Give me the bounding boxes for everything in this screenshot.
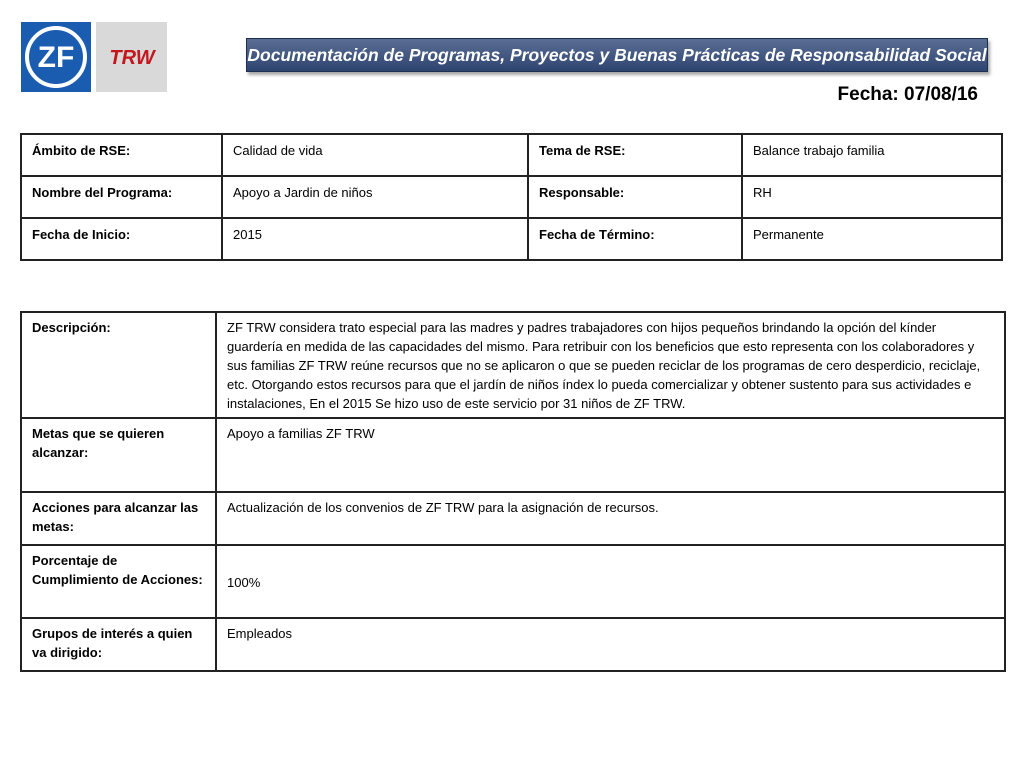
table-row — [21, 134, 1002, 176]
table-row — [21, 218, 1002, 260]
grupos-label: Grupos de interés a quien va dirigido: — [21, 618, 216, 671]
metas-value: Apoyo a familias ZF TRW — [216, 418, 1005, 492]
table-row — [21, 618, 1005, 671]
descripcion-label: Descripción: — [21, 312, 216, 418]
porcentaje-value: 100% — [216, 545, 1005, 618]
summary-table — [20, 133, 1003, 261]
zf-logo — [21, 22, 91, 92]
responsable-label: Responsable: — [528, 176, 742, 218]
table-row — [21, 418, 1005, 492]
metas-label: Metas que se quieren alcanzar: — [21, 418, 216, 492]
inicio-value: 2015 — [222, 218, 528, 260]
page-title: Documentación de Programas, Proyectos y Buenas Prácticas de Responsabilidad Social — [246, 38, 988, 72]
tema-label: Tema de RSE: — [528, 134, 742, 176]
table-row — [21, 176, 1002, 218]
porcentaje-label: Porcentaje de Cumplimiento de Acciones: — [21, 545, 216, 618]
termino-value: Permanente — [742, 218, 1002, 260]
table-row — [21, 545, 1005, 618]
grupos-value: Empleados — [216, 618, 1005, 671]
descripcion-value: ZF TRW considera trato especial para las madres y padres trabajadores con hijos pequeños brindando la opción del kínder guardería en medida de las capacidades del mismo. Para retribuir con los beneficios que esto representa con los colaboradores y sus familias ZF TRW reúne recursos que no se aplicaron o que se pueden reciclar de los programas de cero desperdicio, reciclaje, etc. Otorgando estos recursos para que el jardín de niños índex lo pueda comercializar y obtener sustento para sus actividades e instalaciones, En el 2015 Se hizo uso de este servicio por 31 niños de ZF TRW. — [216, 312, 1005, 418]
responsable-value: RH — [742, 176, 1002, 218]
programa-label: Nombre del Programa: — [21, 176, 222, 218]
programa-value: Apoyo a Jardin de niños — [222, 176, 528, 218]
tema-value: Balance trabajo familia — [742, 134, 1002, 176]
zf-logo-text: ZF — [37, 41, 75, 74]
trw-logo-text: TRW — [108, 47, 155, 69]
inicio-label: Fecha de Inicio: — [21, 218, 222, 260]
acciones-label: Acciones para alcanzar las metas: — [21, 492, 216, 545]
details-table — [20, 311, 1006, 672]
ambito-value: Calidad de vida — [222, 134, 528, 176]
ambito-label: Ámbito de RSE: — [21, 134, 222, 176]
trw-logo — [96, 22, 167, 92]
document-date: Fecha: 07/08/16 — [837, 84, 978, 105]
table-row — [21, 492, 1005, 545]
termino-label: Fecha de Término: — [528, 218, 742, 260]
table-row — [21, 312, 1005, 418]
acciones-value: Actualización de los convenios de ZF TRW para la asignación de recursos. — [216, 492, 1005, 545]
